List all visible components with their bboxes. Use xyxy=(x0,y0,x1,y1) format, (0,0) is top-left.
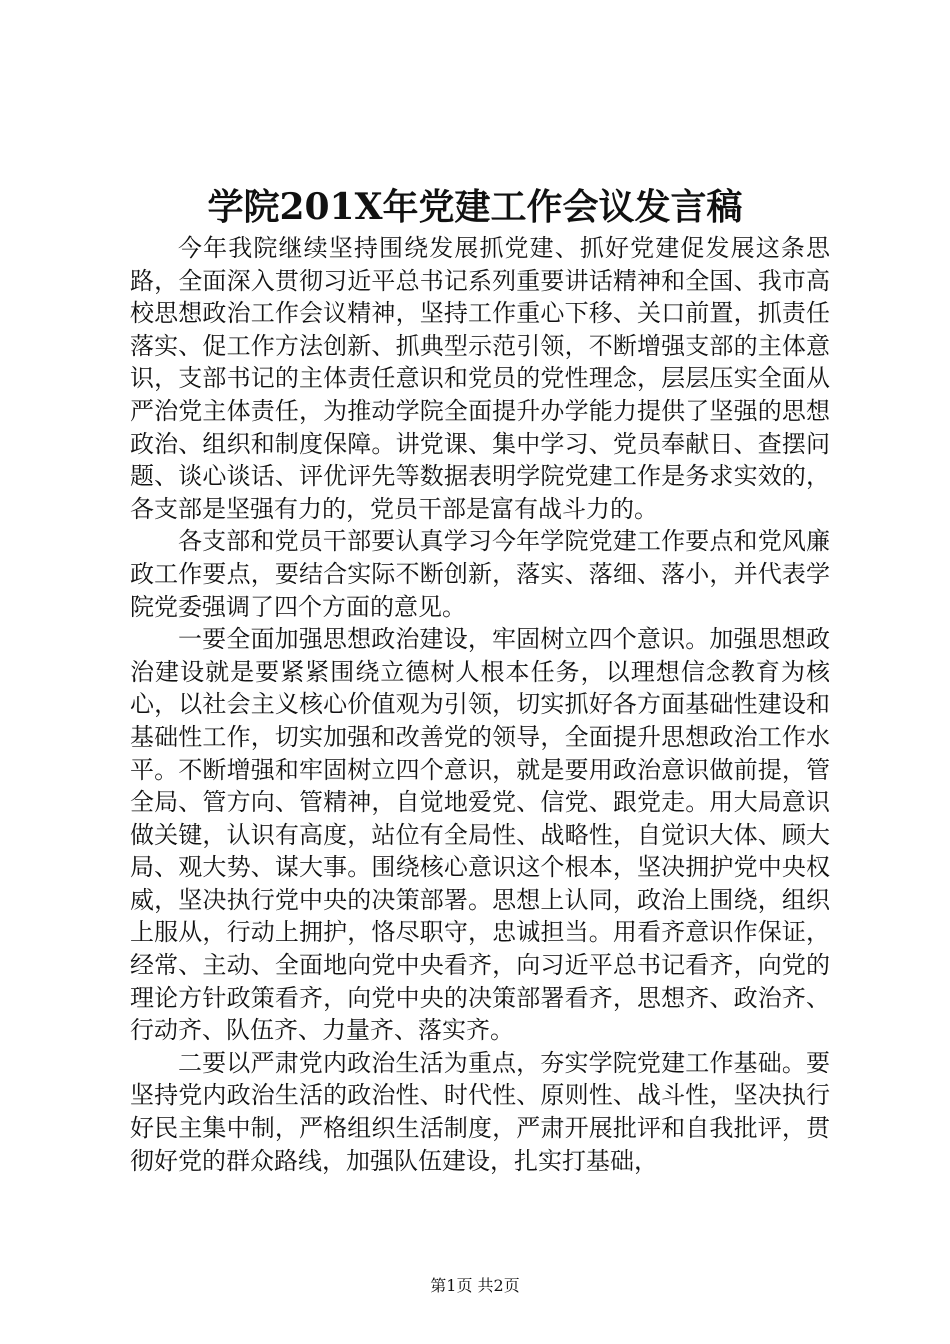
paragraph-4: 二要以严肃党内政治生活为重点，夯实学院党建工作基础。要坚持党内政治生活的政治性、时代性、原则性、战斗性，坚决执行好民主集中制，严格组织生活制度，严肃开展批评和自我批评，贯彻好党的群众路线，加强队伍建设，扎实打基础， xyxy=(130,1048,830,1175)
paragraph-3: 一要全面加强思想政治建设，牢固树立四个意识。加强思想政治建设就是要紧紧围绕立德树人根本任务，以理想信念教育为核心，以社会主义核心价值观为引领，切实抓好各方面基础性建设和基础性工作，切实加强和改善党的领导，全面提升思想政治工作水平。不断增强和牢固树立四个意识，就是要用政治意识做前提，管全局、管方向、管精神，自觉地爱党、信党、跟党走。用大局意识做关键，认识有高度，站位有全局性、战略性，自觉识大体、顾大局、观大势、谋大事。围绕核心意识这个根本，坚决拥护党中央权威，坚决执行党中央的决策部署。思想上认同，政治上围绕，组织上服从，行动上拥护，恪尽职守，忠诚担当。用看齐意识作保证，经常、主动、全面地向党中央看齐，向习近平总书记看齐，向党的理论方针政策看齐，向党中央的决策部署看齐，思想齐、政治齐、行动齐、队伍齐、力量齐、落实齐。 xyxy=(130,625,830,1045)
document-body xyxy=(130,232,830,1177)
document-title: 学院201X年党建工作会议发言稿 xyxy=(207,186,743,228)
paragraph-2: 各支部和党员干部要认真学习今年学院党建工作要点和党风廉政工作要点，要结合实际不断创新，落实、落细、落小，并代表学院党委强调了四个方面的意见。 xyxy=(130,527,830,621)
page-footer: 第1页 共2页 xyxy=(430,1276,520,1295)
paragraph-1: 今年我院继续坚持围绕发展抓党建、抓好党建促发展这条思路，全面深入贯彻习近平总书记系列重要讲话精神和全国、我市高校思想政治工作会议精神，坚持工作重心下移、关口前置，抓责任落实、促工作方法创新、抓典型示范引领，不断增强支部的主体意识，支部书记的主体责任意识和党员的党性理念，层层压实全面从严治党主体责任，为推动学院全面提升办学能力提供了坚强的思想政治、组织和制度保障。讲党课、集中学习、党员奉献日、查摆问题、谈心谈话、评优评先等数据表明学院党建工作是务求实效的，各支部是坚强有力的，党员干部是富有战斗力的。 xyxy=(130,234,830,523)
